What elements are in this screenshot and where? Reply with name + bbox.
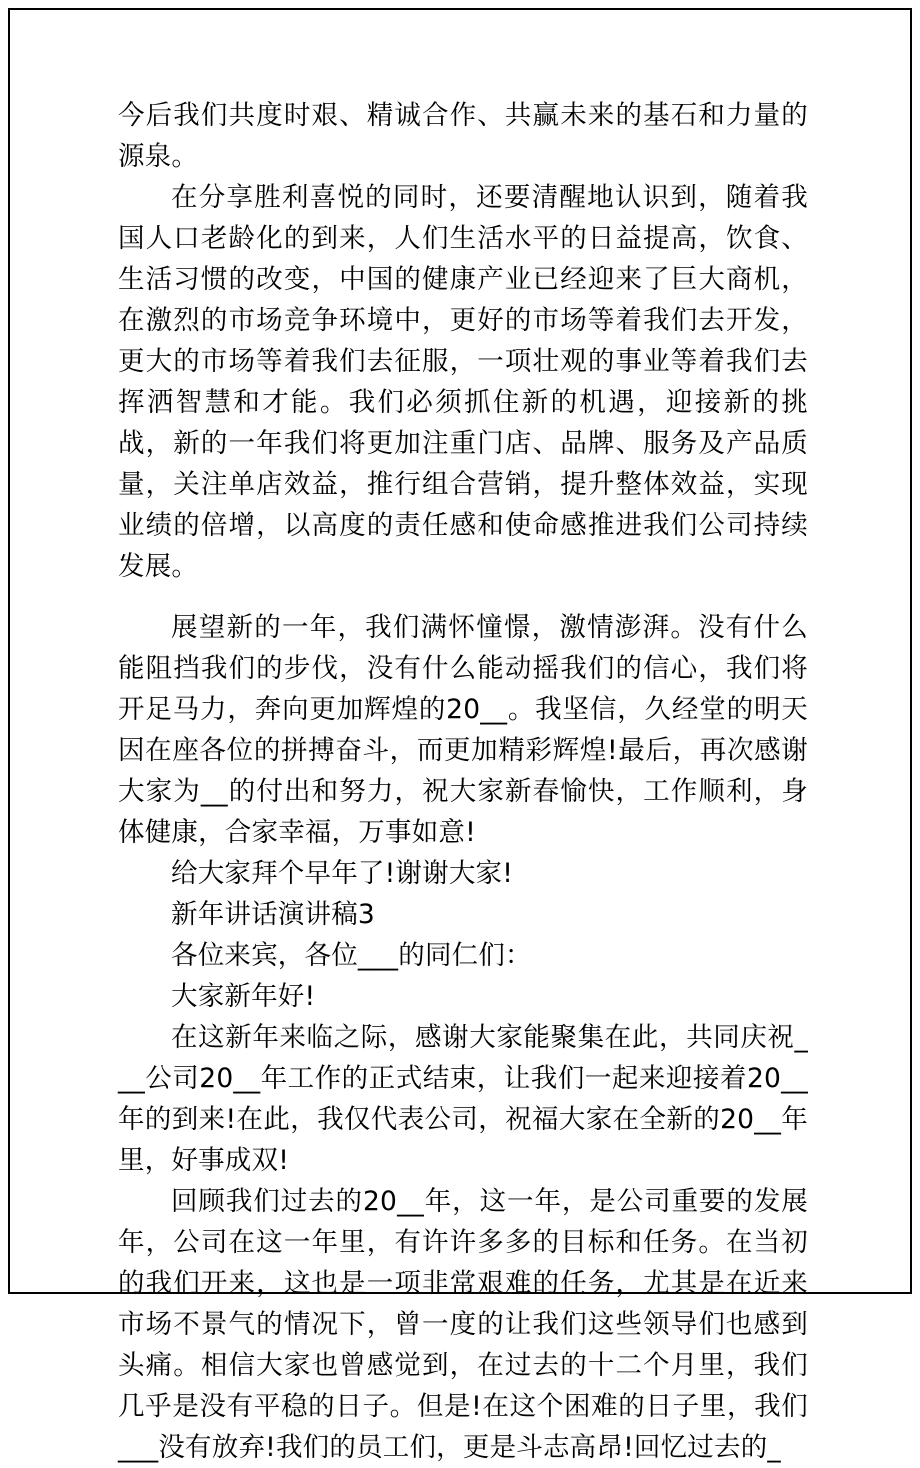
paragraph: 今后我们共度时艰、精诚合作、共赢未来的基石和力量的源泉。: [118, 100, 808, 172]
paragraph: 回顾我们过去的20__年，这一年，是公司重要的发展年，公司在这一年里，有许许多多的目标和任务。在当初的我们开来，这也是一项非常艰难的任务，尤其是在近来市场不景气的情况下，曾一度的让我们这些领导们也感到头痛。相信大家也曾感觉到，在过去的十二个月里，我们几乎是没有平稳的日子。但是!在这个困难的日子里，我们___没有放弃!我们的员工们，更是斗志高昂!回忆过去的_: [118, 1186, 808, 1463]
document-body: [118, 95, 808, 1468]
paragraph-heading: 新年讲话演讲稿3: [171, 899, 375, 930]
paragraph: 在分享胜利喜悦的同时，还要清醒地认识到，随着我国人口老龄化的到来，人们生活水平的日益提高，饮食、生活习惯的改变，中国的健康产业已经迎来了巨大商机，在激烈的市场竞争环境中，更好的市场等着我们去开发，更大的市场等着我们去征服，一项壮观的事业等着我们去挥洒智慧和才能。我们必须抓住新的机遇，迎接新的挑战，新的一年我们将更加注重门店、品牌、服务及产品质量，关注单店效益，推行组合营销，提升整体效益，实现业绩的倍增，以高度的责任感和使命感推进我们公司持续发展。: [118, 182, 808, 582]
paragraph: 各位来宾，各位___的同仁们：: [171, 940, 532, 971]
paragraph: 大家新年好!: [171, 981, 316, 1012]
paragraph: 展望新的一年，我们满怀憧憬，激情澎湃。没有什么能阻挡我们的步伐，没有什么能动摇我们的信心，我们将开足马力，奔向更加辉煌的20__。我坚信，久经堂的明天因在座各位的拼搏奋斗，而更加精彩辉煌!最后，再次感谢大家为__的付出和努力，祝大家新春愉快，工作顺利，身体健康，合家幸福，万事如意!: [118, 612, 808, 848]
paragraph-spacer: [118, 587, 808, 607]
paragraph: 在这新年来临之际，感谢大家能聚集在此，共同庆祝___公司20__年工作的正式结束，让我们一起来迎接着20__年的到来!在此，我仅代表公司，祝福大家在全新的20__年里，好事成双!: [118, 1022, 808, 1176]
paragraph: 给大家拜个早年了!谢谢大家!: [171, 858, 514, 889]
